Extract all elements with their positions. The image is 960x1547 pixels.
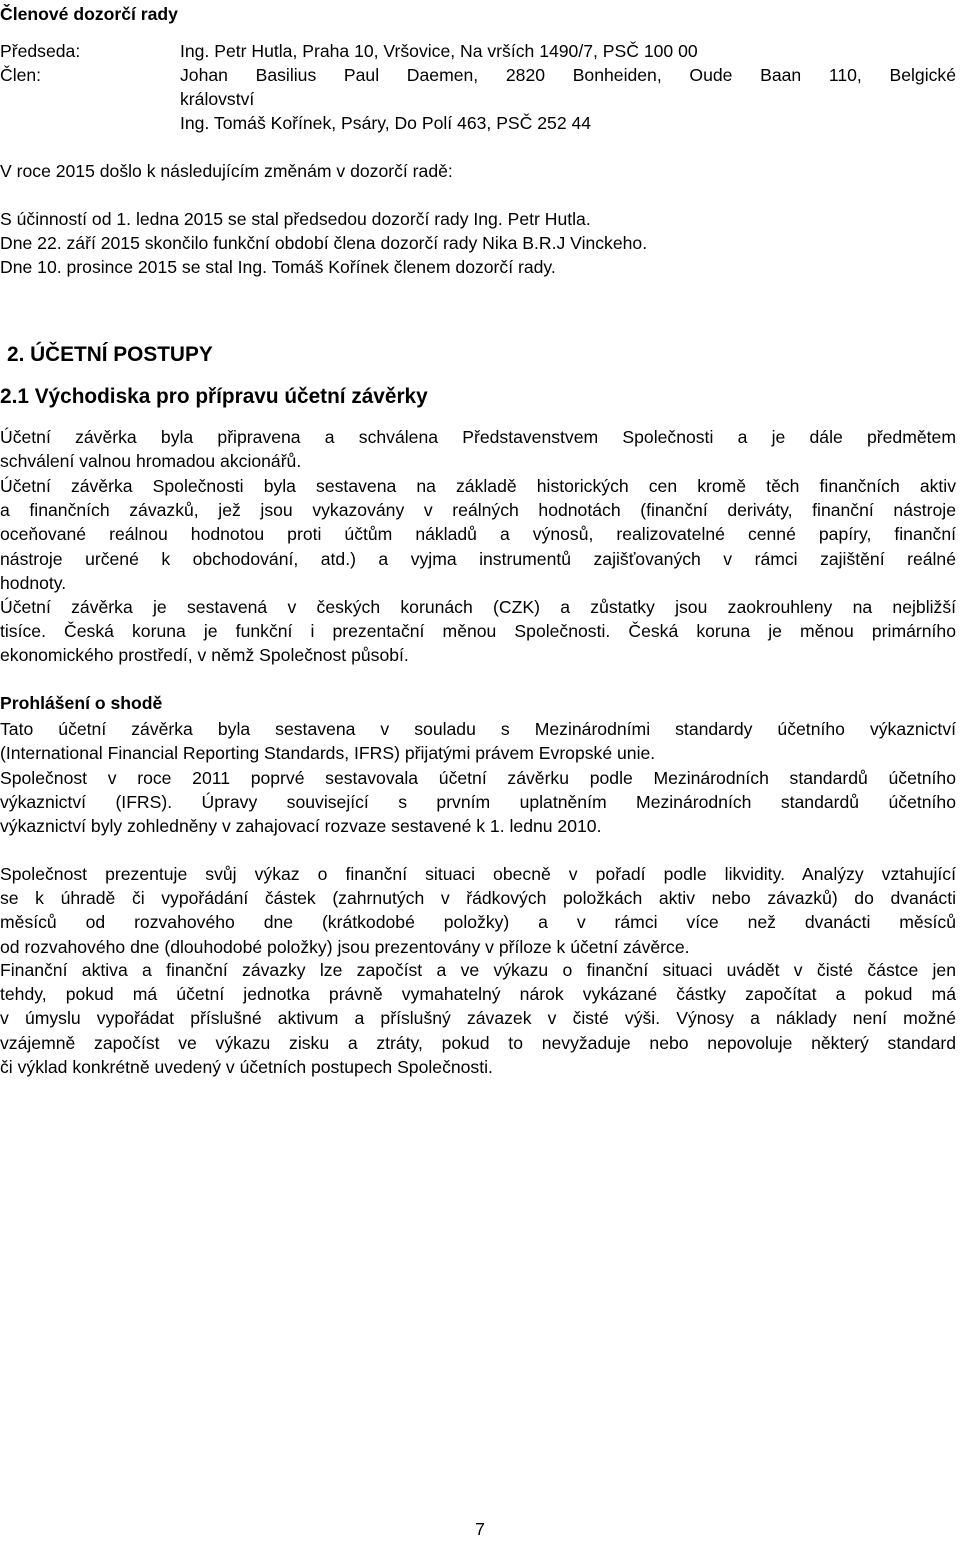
- changes-intro: V roce 2015 došlo k následujícím změnám v dozorčí radě:: [0, 161, 453, 181]
- paragraph-line: a finančních závazků, jež jsou vykazovány v reálných hodnotách (finanční deriváty, finanční nástroje: [0, 500, 956, 521]
- paragraph-line: Tato účetní závěrka byla sestavena v souladu s Mezinárodními standardy účetního výkaznictví: [0, 719, 956, 739]
- paragraph-line: Účetní závěrka byla připravena a schválena Představenstvem Společnosti a je dále předmětem: [0, 427, 956, 447]
- paragraph-line: či výklad konkrétně uvedený v účetních postupech Společnosti.: [0, 1056, 493, 1077]
- paragraph-line: Účetní závěrka je sestavená v českých korunách (CZK) a zůstatky jsou zaokrouhleny na nejbližší: [0, 597, 956, 617]
- paragraph-line: od rozvahového dne (dlouhodobé položky) jsou prezentovány v příloze k účetní závěrce.: [0, 936, 690, 957]
- paragraph-line: Finanční aktiva a finanční závazky lze započíst a ve výkazu o finanční situaci uvádět v čisté částce jen: [0, 960, 956, 980]
- member-value-1: Johan Basilius Paul Daemen, 2820 Bonheiden, Oude Baan 110, Belgické: [180, 65, 956, 85]
- chair-value: Ing. Petr Hutla, Praha 10, Vršovice, Na vrších 1490/7, PSČ 100 00: [180, 41, 698, 61]
- paragraph-line: nástroje určené k obchodování, atd.) a vyjma instrumentů zajišťovaných v rámci zajištění reálné: [0, 548, 956, 569]
- paragraph-liquidity: [0, 862, 956, 959]
- paragraph-line: měsíců od rozvahového dne (krátkodobé položky) a v rámci více než dvanácti měsíců: [0, 912, 956, 933]
- paragraph-offsetting: [0, 958, 956, 1079]
- change-2: Dne 22. září 2015 skončilo funkční období člena dozorčí rady Nika B.R.J Vinckeho.: [0, 233, 648, 253]
- paragraph-line: schválení valnou hromadou akcionářů.: [0, 451, 302, 472]
- paragraph-line: oceňované reálnou hodnotou proti účtům nákladů a výnosů, realizovatelné cenné papíry, finanční: [0, 524, 956, 545]
- member-value-2: Ing. Tomáš Kořínek, Psáry, Do Polí 463, PSČ 252 44: [180, 113, 592, 133]
- paragraph-line: Účetní závěrka Společnosti byla sestavena na základě historických cen kromě těch finančních aktiv: [0, 476, 956, 496]
- paragraph-line: hodnoty.: [0, 572, 67, 593]
- member-label: Člen:: [0, 65, 42, 85]
- paragraph-line: Společnost prezentuje svůj výkaz o finanční situaci obecně v pořadí podle likvidity. Analýzy vztahující: [0, 864, 956, 884]
- paragraph-preparation: [0, 425, 956, 473]
- compliance-heading: Prohlášení o shodě: [0, 693, 163, 713]
- paragraph-line: vzájemně započíst ve výkazu zisku a ztráty, pokud to nevyžaduje nebo nepovoluje některý standard: [0, 1032, 956, 1053]
- member-value-1b: království: [180, 89, 255, 109]
- change-1: S účinností od 1. ledna 2015 se stal předsedou dozorčí rady Ing. Petr Hutla.: [0, 209, 591, 229]
- paragraph-line: ekonomického prostředí, v němž Společnost působí.: [0, 645, 409, 666]
- section-subtitle: 2.1 Východiska pro přípravu účetní závěrky: [0, 385, 428, 408]
- paragraph-line: Společnost v roce 2011 poprvé sestavovala účetní závěrku podle Mezinárodních standardů účetního: [0, 768, 956, 788]
- paragraph-line: tisíce. Česká koruna je funkční i prezentační měnou Společnosti. Česká koruna je měnou primárního: [0, 621, 956, 642]
- paragraph-line: výkaznictví (IFRS). Úpravy související s prvním uplatněním Mezinárodních standardů účetního: [0, 792, 956, 813]
- chair-label: Předseda:: [0, 41, 81, 61]
- paragraph-line: v úmyslu vypořádat příslušné aktivum a příslušný závazek v čisté výši. Výnosy a náklady není možné: [0, 1008, 956, 1029]
- paragraph-line: tehdy, pokud má účetní jednotka právně vymahatelný nárok vykázané částky započítat a pokud má: [0, 984, 956, 1005]
- paragraph-line: se k úhradě či vypořádání částek (zahrnutých v řádkových položkách aktiv nebo závazků) do dvanácti: [0, 888, 956, 909]
- paragraph-first-ifrs: [0, 766, 956, 839]
- page-number: 7: [475, 1519, 485, 1539]
- paragraph-line: výkaznictví byly zohledněny v zahajovací rozvaze sestavené k 1. lednu 2010.: [0, 816, 602, 837]
- board-heading: Členové dozorčí rady: [0, 4, 178, 24]
- paragraph-line: (International Financial Reporting Standards, IFRS) přijatými právem Evropské unie.: [0, 743, 656, 764]
- paragraph-compliance: [0, 717, 956, 765]
- change-3: Dne 10. prosince 2015 se stal Ing. Tomáš Kořínek členem dozorčí rady.: [0, 257, 556, 277]
- paragraph-basis: [0, 474, 956, 595]
- section-title: 2. ÚČETNÍ POSTUPY: [7, 343, 213, 366]
- paragraph-currency: [0, 595, 956, 668]
